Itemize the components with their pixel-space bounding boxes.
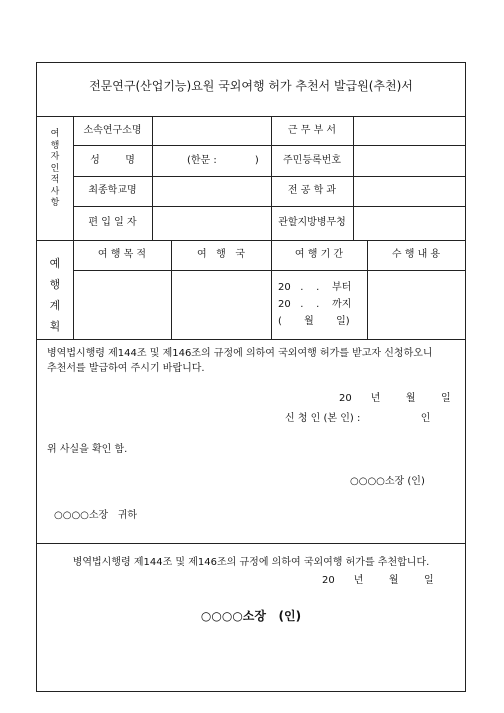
divider bbox=[37, 543, 465, 544]
period-from: 20 . . 부터 bbox=[278, 282, 352, 293]
divider bbox=[73, 145, 465, 146]
task-header: 수 행 내 용 bbox=[391, 249, 441, 260]
period-to: 20 . . 까지 bbox=[278, 299, 352, 310]
rrn-label: 주민등록번호 bbox=[283, 155, 341, 166]
plan-section-label: 예행계획 bbox=[49, 257, 61, 333]
applicant-section-label: 여행자인적사항 bbox=[50, 129, 60, 208]
confirm-text: 위 사실을 확인 함. bbox=[47, 444, 128, 455]
divider bbox=[73, 176, 465, 177]
major-label: 전 공 학 과 bbox=[287, 185, 337, 196]
recommendation-date: 20 년 월 일 bbox=[322, 575, 434, 586]
divider bbox=[37, 116, 465, 117]
school-label: 최종학교명 bbox=[88, 185, 137, 196]
application-form bbox=[36, 62, 466, 692]
period-duration: ( 월 일) bbox=[278, 316, 350, 327]
confirm-signer: ○○○○소장 (인) bbox=[350, 476, 425, 487]
application-body-line2: 추천서를 발급하여 주시기 바랍니다. bbox=[47, 363, 205, 374]
purpose-header: 여 행 목 적 bbox=[97, 249, 147, 260]
divider bbox=[353, 116, 354, 240]
recommendation-body: 병역법시행령 제144조 및 제146조의 규정에 의하여 국외여행 허가를 추천합니다. bbox=[72, 557, 430, 568]
divider bbox=[37, 339, 465, 340]
recommendation-signer: ○○○○소장 (인) bbox=[200, 609, 302, 623]
hanja-name-label: (한문 : ) bbox=[187, 155, 259, 166]
divider bbox=[37, 240, 465, 241]
divider bbox=[73, 270, 465, 271]
period-header: 여 행 기 간 bbox=[294, 249, 344, 260]
research-institute-label: 소속연구소명 bbox=[83, 125, 142, 136]
form-title: 전문연구(산업기능)요원 국외여행 허가 추천서 발급원(추천)서 bbox=[89, 79, 413, 93]
mma-office-label: 관할지방병무청 bbox=[278, 217, 346, 228]
transfer-date-label: 편 입 일 자 bbox=[88, 217, 137, 228]
divider bbox=[73, 206, 465, 207]
workplace-label: 근 무 부 서 bbox=[287, 125, 337, 136]
application-body-line1: 병역법시행령 제144조 및 제146조의 규정에 의하여 국외여행 허가를 받고자 신청하오니 bbox=[47, 348, 433, 359]
name-label: 성 명 bbox=[90, 155, 135, 166]
application-date: 20 년 월 일 bbox=[339, 393, 451, 404]
divider bbox=[152, 116, 153, 240]
addressee: ○○○○소장 귀하 bbox=[54, 510, 138, 521]
country-header: 여 행 국 bbox=[196, 249, 246, 260]
applicant-signature-line: 신 청 인 (본 인) : 인 bbox=[285, 413, 431, 424]
